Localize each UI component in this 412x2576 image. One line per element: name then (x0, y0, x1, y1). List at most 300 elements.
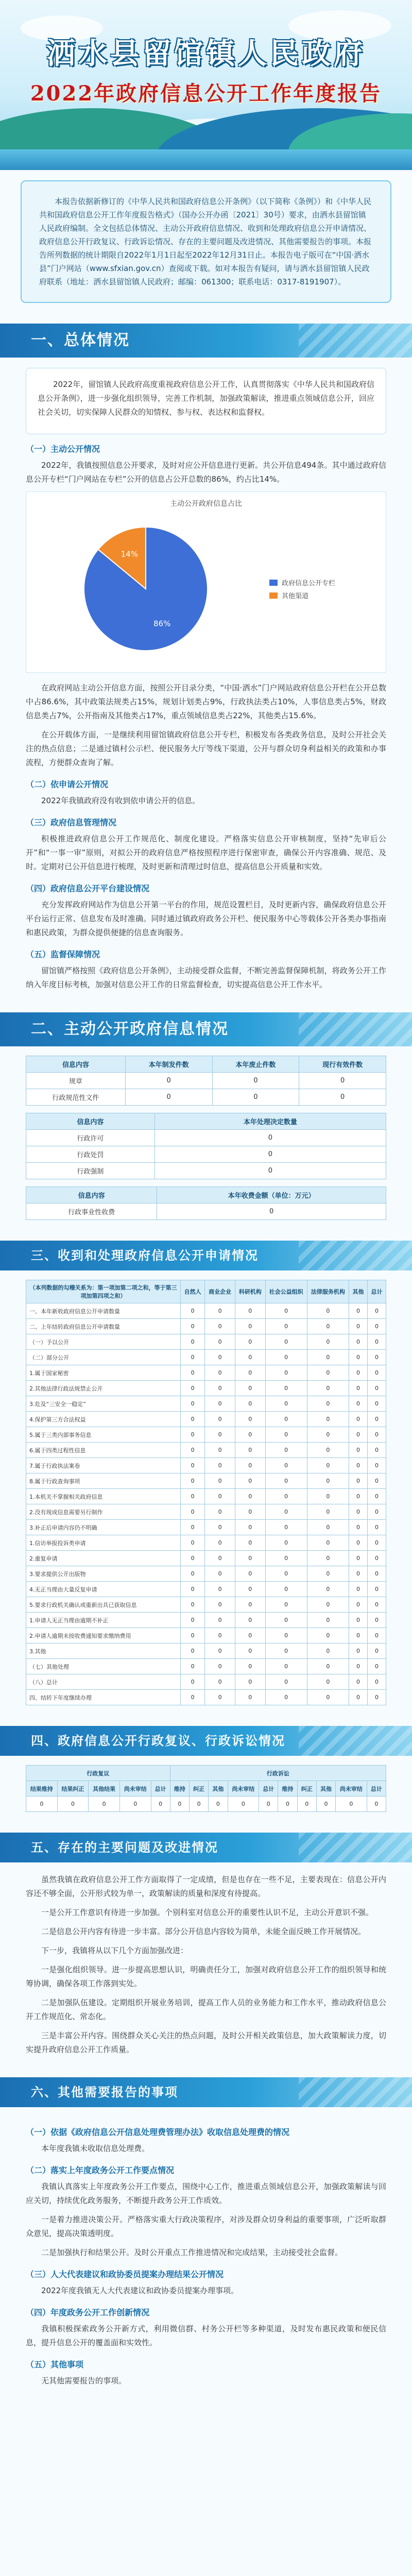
paragraph: 在政府网站主动公开信息方面，按照公开目录分类，“中国·洒水”门户网站政府信息公开栏在公开总数中占86.6%，其中政策法规类占15%，规划计划类占9%，行政执法类占10%，人事信息类占5%，财政信息类占7%，公开指南及其他类占17%，重点领域信息类占22%，其他类占15.6%。 (26, 683, 386, 720)
table-row (26, 1319, 386, 1334)
table-cell: 一、本年新收政府信息公开申请数量 (26, 1303, 181, 1319)
table-cell: 0 (157, 1204, 386, 1220)
section-banner-2 (0, 1012, 412, 1046)
table-row (26, 1797, 386, 1812)
paragraph: 一是强化组织领导。进一步提高思想认识，明确责任分工，加强对政府信息公开工作的组织领导和统筹协调，确保各项工作落到实处。 (26, 1965, 386, 1988)
table-cell: 0 (349, 1566, 367, 1582)
table-cell: 0 (265, 1628, 307, 1643)
paragraph: 2022年我镇政府没有收到依申请公开的信息。 (41, 796, 200, 805)
table-cell: 0 (181, 1628, 205, 1643)
table-cell: 0 (349, 1443, 367, 1458)
table-cell: 0 (265, 1582, 307, 1597)
table-cell: 3.危及“三安全一稳定” (26, 1396, 181, 1412)
table-row (26, 1473, 386, 1489)
table-header: （本列数据的勾稽关系为：第一项加第二项之和，等于第三项加第四项之和） (26, 1280, 181, 1303)
table-cell: 0 (349, 1427, 367, 1443)
table-cell: 0 (307, 1365, 349, 1381)
table-cell: 0 (367, 1458, 386, 1473)
table-cell: 0 (349, 1690, 367, 1705)
table-cell: 0 (265, 1334, 307, 1350)
table-cell: 0 (125, 1089, 212, 1106)
table-cell: 0 (235, 1412, 265, 1427)
table-cell: 0 (367, 1797, 386, 1812)
table-cell: 0 (367, 1520, 386, 1535)
table-cell: 0 (265, 1566, 307, 1582)
table-cell: 0 (181, 1303, 205, 1319)
paragraph: 一是公开工作意识有待进一步加强。个别科室对信息公开的重要性认识不足，主动公开意识不强。 (41, 1908, 374, 1917)
table-cell: 0 (367, 1443, 386, 1458)
table-row (26, 1551, 386, 1566)
table-cell: 0 (265, 1396, 307, 1412)
table-row (26, 1334, 386, 1350)
table-cell: 0 (367, 1613, 386, 1628)
table-cell: 0 (367, 1690, 386, 1705)
table-cell: 0 (265, 1643, 307, 1659)
table-header: 本年收费金额（单位：万元） (157, 1187, 386, 1204)
sub-heading: （一）依据《政府信息公开信息处理费管理办法》收取信息处理费的情况 (26, 2127, 290, 2137)
table-cell: 0 (235, 1319, 265, 1334)
table-cell: 4.保护第三方合法权益 (26, 1412, 181, 1427)
legend-label: 政府信息公开专栏 (282, 580, 336, 587)
table-fees (26, 1187, 386, 1220)
table-cell: 1.信访举报投诉类申请 (26, 1535, 181, 1551)
table-cell: 0 (349, 1489, 367, 1504)
table-header: 总计 (259, 1781, 278, 1797)
table-header: 社会公益组织 (265, 1280, 307, 1303)
table-header: 信息内容 (26, 1187, 157, 1204)
table-cell: 0 (205, 1535, 235, 1551)
table-cell: 0 (235, 1396, 265, 1412)
table-header: 其他 (316, 1781, 335, 1797)
table-cell: 0 (181, 1334, 205, 1350)
table-cell: 0 (151, 1797, 170, 1812)
table-cell: 0 (307, 1334, 349, 1350)
table-cell: 0 (235, 1303, 265, 1319)
table-cell: 0 (259, 1797, 278, 1812)
table-cell: 0 (367, 1566, 386, 1582)
paragraph: 无其他需要报告的事项。 (41, 2376, 127, 2385)
section-title-4: 四、政府信息公开行政复议、行政诉讼情况 (31, 1734, 285, 1748)
table-cell: 0 (367, 1551, 386, 1566)
table-cell: 0 (367, 1365, 386, 1381)
table-row (26, 1659, 386, 1674)
sub-heading: （三）人大代表建议和政协委员提案办理结果公开情况 (26, 2269, 224, 2279)
table-row (26, 1535, 386, 1551)
section-banner-1 (0, 324, 412, 358)
table-cell: 0 (349, 1303, 367, 1319)
table-cell: 0 (235, 1504, 265, 1520)
table-cell: 0 (181, 1597, 205, 1613)
table-cell: 0 (367, 1504, 386, 1520)
table-row (26, 1489, 386, 1504)
table-cell: 0 (349, 1551, 367, 1566)
table-header: 其他结果 (89, 1781, 120, 1797)
table-cell: 0 (349, 1535, 367, 1551)
table-row (26, 1504, 386, 1520)
table-cell: 0 (367, 1381, 386, 1396)
table-cell: 0 (307, 1597, 349, 1613)
section-title-2: 二、主动公开政府信息情况 (31, 1020, 229, 1038)
table-cell: 0 (205, 1303, 235, 1319)
table-cell: 0 (57, 1797, 89, 1812)
table-cell: 0 (181, 1535, 205, 1551)
table-cell: 0 (212, 1073, 299, 1089)
table-cell: 0 (235, 1334, 265, 1350)
table-cell: 0 (205, 1628, 235, 1643)
table-cell: 0 (209, 1797, 228, 1812)
table-cell: 0 (205, 1381, 235, 1396)
table-cell: 0 (265, 1690, 307, 1705)
table-cell: 0 (307, 1350, 349, 1365)
chart-title: 主动公开政府信息占比 (170, 500, 242, 508)
table-cell: 6.属于四类过程性信息 (26, 1443, 181, 1458)
table-cell: 0 (181, 1350, 205, 1365)
table-cell: 0 (307, 1582, 349, 1597)
table-cell: 0 (367, 1319, 386, 1334)
legend-item (269, 590, 335, 600)
table-cell: 0 (307, 1613, 349, 1628)
overview-box (26, 368, 386, 434)
table-cell: （二）部分公开 (26, 1350, 181, 1365)
table-cell: 0 (125, 1073, 212, 1089)
paragraph: 我镇认真落实上年度政务公开工作要点，围绕中心工作，推进重点领域信息公开，加强政策解读与回应关切，持续优化政务服务，不断提升政务公开工作质效。 (26, 2182, 386, 2205)
table-cell: 0 (265, 1381, 307, 1396)
table-cell: 0 (265, 1365, 307, 1381)
table-cell: 0 (349, 1350, 367, 1365)
table-cell: 0 (367, 1473, 386, 1489)
paragraph: 三是丰富公开内容。围绕群众关心关注的热点问题，及时公开相关政策信息，加大政策解读力度，切实提升政府信息公开工作质量。 (26, 2031, 386, 2054)
table-cell: 0 (265, 1412, 307, 1427)
table-cell: 3.其他 (26, 1643, 181, 1659)
table-cell: 5.要求行政机关确认或重新出具已获取信息 (26, 1597, 181, 1613)
table-row (26, 1396, 386, 1412)
table-cell: 0 (265, 1613, 307, 1628)
paragraph: 我镇积极探索政务公开新方式，利用微信群、村务公开栏等多种渠道，及时发布惠民政策和便民信息，提升信息公开的覆盖面和实效性。 (26, 2324, 386, 2347)
table-cell: 0 (367, 1628, 386, 1643)
table-cell: 0 (307, 1628, 349, 1643)
table-cell: 0 (349, 1365, 367, 1381)
report-subtitle: 2022年政府信息公开工作年度报告 (30, 81, 382, 106)
table-row (26, 1163, 386, 1179)
table-cell: 0 (181, 1427, 205, 1443)
pie-chart-card (26, 492, 386, 673)
table-cell: 0 (367, 1597, 386, 1613)
table-cell: 4.无正当理由大量反复申请 (26, 1582, 181, 1597)
section-title-5: 五、存在的主要问题及改进情况 (31, 1840, 218, 1855)
table-cell: 0 (367, 1350, 386, 1365)
table-cell: 7.属于行政执法案卷 (26, 1458, 181, 1473)
table-cell: 0 (265, 1659, 307, 1674)
table-cell: 0 (367, 1303, 386, 1319)
table-cell: 0 (265, 1303, 307, 1319)
table-cell: 0 (367, 1396, 386, 1412)
table-row (26, 1303, 386, 1319)
table-cell: 0 (349, 1674, 367, 1690)
table-cell: 0 (205, 1334, 235, 1350)
table-cell: 0 (235, 1489, 265, 1504)
table-cell: 0 (154, 1130, 386, 1146)
sub-heading: （一）主动公开情况 (26, 444, 100, 454)
table-cell: 0 (205, 1412, 235, 1427)
table-header: 信息内容 (26, 1113, 155, 1130)
table-cell: 0 (235, 1520, 265, 1535)
table-cell: 0 (235, 1628, 265, 1643)
table-cell: 0 (349, 1582, 367, 1597)
table-header: 结果维持 (26, 1781, 58, 1797)
table-cell: 0 (205, 1365, 235, 1381)
paragraph: 在公开载体方面，一是继续利用留馆镇政府信息公开专栏，积极发布各类政务信息，及时公开社会关注的热点信息；二是通过镇村公示栏、便民服务大厅等线下渠道，公开与群众切身利益相关的政策和办事流程，方便群众查询了解。 (26, 730, 386, 767)
table-cell: 0 (349, 1613, 367, 1628)
intro-box: 本报告依据新修订的《中华人民共和国政府信息公开条例》（以下简称《条例》）和《中华人民共和国政府信息公开工作年度报告格式》（国办公开办函〔2021〕30号）要求，由洒水县留馆镇人民政府编制。全文包括总体情况、主动公开政府信息情况、收到和处理政府信息公开申请情况、政府信息公开行政复议、行政诉讼情况、存在的主要问题及改进情况、其他需要报告的事项。本报告所列数据的统计期限自2022年1月1日起至2022年12月31日止。本报告电子版可在“中国·洒水县”门户网站（www.sfxian.gov.cn）查阅或下载。如对本报告有疑问，请与洒水县留馆镇人民政府联系（地址：洒水县留馆镇人民政府；邮编：061300；联系电话：0317-8191907）。 (21, 180, 391, 303)
table-cell: 0 (228, 1797, 259, 1812)
table-cell: 0 (181, 1504, 205, 1520)
table-cell: 行政规范性文件 (26, 1089, 126, 1106)
table-cell: 0 (336, 1797, 367, 1812)
table-cell: 0 (235, 1582, 265, 1597)
table-cell: 0 (181, 1582, 205, 1597)
paragraph: 2022年度我镇无人大代表建议和政协委员提案办理事项。 (41, 2286, 239, 2295)
table-cell: 0 (265, 1597, 307, 1613)
table-cell: 0 (307, 1520, 349, 1535)
table-cell: 0 (265, 1427, 307, 1443)
table-cell: 0 (349, 1520, 367, 1535)
table-row (26, 1365, 386, 1381)
table-cell: 规章 (26, 1073, 126, 1089)
table-cell: 行政强制 (26, 1163, 155, 1179)
table-cell: 0 (307, 1674, 349, 1690)
paragraph: 下一步，我镇将从以下几个方面加强改进： (41, 1946, 188, 1955)
table-header: 行政复议 (26, 1766, 170, 1781)
legend-label: 其他渠道 (282, 592, 309, 600)
table-cell: 0 (235, 1443, 265, 1458)
paragraph: 留馆镇严格按照《政府信息公开条例》，主动接受群众监督，不断完善监督保障机制，将政务公开工作纳入年度目标考核，加强对信息公开工作的日常监督检查，切实提高信息公开工作水平。 (26, 966, 386, 989)
table-header: 法律服务机构 (307, 1280, 349, 1303)
table-cell: 0 (235, 1365, 265, 1381)
table-cell: 0 (307, 1412, 349, 1427)
table-cell: 0 (367, 1674, 386, 1690)
table-header: 商业企业 (205, 1280, 235, 1303)
paragraph: 本年度我镇未收取信息处理费。 (41, 2144, 150, 2153)
table-header: 维持 (278, 1781, 297, 1797)
legend-swatch (269, 580, 278, 586)
table-cell: 1.属于国家秘密 (26, 1365, 181, 1381)
table-header: 尚未审结 (119, 1781, 151, 1797)
table-cell: 2.重复申请 (26, 1551, 181, 1566)
table-cell: 0 (181, 1613, 205, 1628)
sub-heading: （二）依申请公开情况 (26, 779, 109, 789)
table-cell: 0 (205, 1520, 235, 1535)
table-header: 其他 (349, 1280, 367, 1303)
table-cell: 0 (190, 1797, 209, 1812)
table-cell: 0 (307, 1381, 349, 1396)
table-cell: 5.属于三类内部事务信息 (26, 1427, 181, 1443)
table-header: 尚未审结 (336, 1781, 367, 1797)
table-cell: 0 (205, 1643, 235, 1659)
table-cell: 0 (235, 1350, 265, 1365)
pie-chart (32, 512, 259, 666)
table-cell: 0 (367, 1412, 386, 1427)
table-cell: 0 (307, 1643, 349, 1659)
table-cell: 0 (205, 1690, 235, 1705)
table-row (26, 1566, 386, 1582)
section-banner-6 (0, 2077, 412, 2107)
table-cell: 四、结转下年度继续办理 (26, 1690, 181, 1705)
table-cell: 3.补正后申请内容仍不明确 (26, 1520, 181, 1535)
table-row (26, 1427, 386, 1443)
table-row (26, 1628, 386, 1643)
table-header: 纠正 (297, 1781, 316, 1797)
table-cell: 0 (307, 1690, 349, 1705)
table-header: 尚未审结 (228, 1781, 259, 1797)
table-cell: 0 (26, 1797, 58, 1812)
table-cell: 0 (205, 1582, 235, 1597)
table-cell: 0 (265, 1473, 307, 1489)
section-title-3: 三、收到和处理政府信息公开申请情况 (31, 1248, 259, 1263)
table-cell: 0 (181, 1412, 205, 1427)
table-cell: 0 (181, 1458, 205, 1473)
overview-text: 2022年，留馆镇人民政府高度重视政府信息公开工作，认真贯彻落实《中华人民共和国政府信息公开条例》，进一步强化组织领导，完善工作机制，加强政策解读，推进重点领域信息公开，回应社会关切，切实保障人民群众的知情权、参与权、表达权和监督权。 (38, 380, 374, 417)
section-banner-5 (0, 1833, 412, 1862)
table-cell: 0 (154, 1163, 386, 1179)
table-row (26, 1643, 386, 1659)
table-row (26, 1204, 386, 1220)
table-cell: 0 (205, 1504, 235, 1520)
table-cell: 0 (235, 1427, 265, 1443)
table-review-litigation (26, 1765, 386, 1812)
table-cell: 0 (349, 1458, 367, 1473)
table-cell: 0 (307, 1473, 349, 1489)
table-cell: 0 (349, 1643, 367, 1659)
section-banner-4 (0, 1726, 412, 1756)
table-cell: 0 (265, 1319, 307, 1334)
table-cell: 0 (181, 1566, 205, 1582)
table-cell: 0 (307, 1551, 349, 1566)
table-cell: 0 (205, 1566, 235, 1582)
table-cell: 0 (181, 1551, 205, 1566)
table-cell: 0 (181, 1520, 205, 1535)
table-cell: 0 (181, 1473, 205, 1489)
table-cell: 0 (181, 1365, 205, 1381)
table-regulations (26, 1056, 386, 1106)
table-cell: 0 (205, 1350, 235, 1365)
table-decisions (26, 1113, 386, 1179)
table-cell: 0 (265, 1535, 307, 1551)
sub-heading: （二）落实上年度政务公开工作要点情况 (26, 2165, 175, 2175)
section-banner-3 (0, 1241, 412, 1270)
table-cell: 0 (349, 1412, 367, 1427)
table-cell: 1.申请人无正当理由逾期不补正 (26, 1613, 181, 1628)
paragraph: 充分发挥政府网站作为信息公开第一平台的作用，规范设置栏目，及时更新内容，确保政府信息公开平台运行正常、信息发布及时准确。同时通过镇政府政务公开栏、便民服务中心等载体公开各类办事指南和惠民政策，为群众提供便捷的信息查询服务。 (26, 900, 386, 937)
table-cell: 0 (235, 1597, 265, 1613)
legend-swatch (269, 592, 278, 599)
paragraph: 二是加强执行和结果公开。及时公开重点工作推进情况和完成结果，主动接受社会监督。 (41, 2248, 343, 2257)
table-cell: 0 (265, 1504, 307, 1520)
table-row (26, 1674, 386, 1690)
table-cell: 2.其他法律行政法规禁止公开 (26, 1381, 181, 1396)
legend-item (269, 578, 335, 587)
table-cell: 0 (181, 1489, 205, 1504)
table-header: 结果纠正 (57, 1781, 89, 1797)
paragraph: 虽然我镇在政府信息公开工作方面取得了一定成绩，但是也存在一些不足，主要表现在：信息公开内容还不够全面，公开形式较为单一，政策解读的质量和深度有待提高。 (26, 1875, 386, 1898)
table-cell: 0 (307, 1396, 349, 1412)
paragraph: 2022年，我镇按照信息公开要求，及时对应公开信息进行更新。共公开信息494条。其中通过政府信息公开专栏“门户网站在专栏”公开的信息占公开总数的86%，约占比14%。 (26, 461, 386, 484)
table-cell: 3.要求提供公开出版物 (26, 1566, 181, 1582)
table-cell: 0 (235, 1613, 265, 1628)
table-header: 纠正 (190, 1781, 209, 1797)
table-cell: 行政许可 (26, 1130, 155, 1146)
table-cell: 0 (278, 1797, 297, 1812)
table-cell: 0 (205, 1396, 235, 1412)
table-cell: 0 (181, 1674, 205, 1690)
table-cell: 0 (349, 1628, 367, 1643)
table-cell: 0 (349, 1597, 367, 1613)
table-cell: 0 (205, 1597, 235, 1613)
table-cell: 0 (205, 1427, 235, 1443)
table-cell: 0 (349, 1396, 367, 1412)
table-cell: 0 (307, 1319, 349, 1334)
table-cell: 0 (181, 1396, 205, 1412)
table-cell: （八）总计 (26, 1674, 181, 1690)
table-row (26, 1443, 386, 1458)
table-cell: 2.申请人逾期未按收费通知要求缴纳费用 (26, 1628, 181, 1643)
table-header: 总计 (367, 1280, 386, 1303)
table-cell: 0 (235, 1473, 265, 1489)
pie-data-label: 14% (121, 549, 138, 559)
table-cell: 0 (307, 1566, 349, 1582)
sub-heading: （五）其他事项 (26, 2360, 84, 2369)
table-cell: 0 (265, 1443, 307, 1458)
table-header: 维持 (170, 1781, 189, 1797)
table-cell: 0 (170, 1797, 189, 1812)
table-cell: 0 (205, 1443, 235, 1458)
table-cell: 0 (235, 1535, 265, 1551)
table-cell: 0 (307, 1489, 349, 1504)
table-cell: 0 (205, 1674, 235, 1690)
table-row (26, 1613, 386, 1628)
table-cell: 0 (349, 1659, 367, 1674)
table-row (26, 1089, 386, 1106)
paragraph: 积极推进政府信息公开工作规范化、制度化建设。严格落实信息公开审核制度，坚持“先审后公开”和“一事一审”原则，对拟公开的政府信息严格按照程序进行保密审查，确保公开内容准确、规范、及时。定期对已公开信息进行梳理，及时更新和清理过时信息，提高信息公开质量和实效。 (26, 834, 386, 871)
table-cell: 0 (367, 1582, 386, 1597)
table-cell: 0 (265, 1520, 307, 1535)
table-cell: 0 (367, 1427, 386, 1443)
table-header: 其他 (209, 1781, 228, 1797)
table-cell: 0 (265, 1458, 307, 1473)
table-cell: 0 (89, 1797, 120, 1812)
sub-heading: （五）监督保障情况 (26, 950, 100, 959)
table-row (26, 1520, 386, 1535)
table-row (26, 1597, 386, 1613)
table-cell: 0 (181, 1690, 205, 1705)
table-cell: 0 (265, 1350, 307, 1365)
table-header: 总计 (151, 1781, 170, 1797)
sub-heading: （三）政府信息管理情况 (26, 818, 117, 827)
table-cell: 0 (307, 1303, 349, 1319)
table-row (26, 1412, 386, 1427)
table-row (26, 1130, 386, 1146)
page-title: 洒水县留馆镇人民政府 (46, 37, 366, 71)
table-cell: 0 (265, 1551, 307, 1566)
table-cell: 0 (349, 1319, 367, 1334)
table-cell: 0 (235, 1674, 265, 1690)
table-cell: 0 (212, 1089, 299, 1106)
table-cell: 0 (265, 1489, 307, 1504)
section-title-6: 六、其他需要报告的事项 (31, 2085, 178, 2099)
table-cell: 0 (205, 1489, 235, 1504)
table-cell: 0 (205, 1551, 235, 1566)
table-row (26, 1146, 386, 1163)
table-cell: 0 (367, 1535, 386, 1551)
